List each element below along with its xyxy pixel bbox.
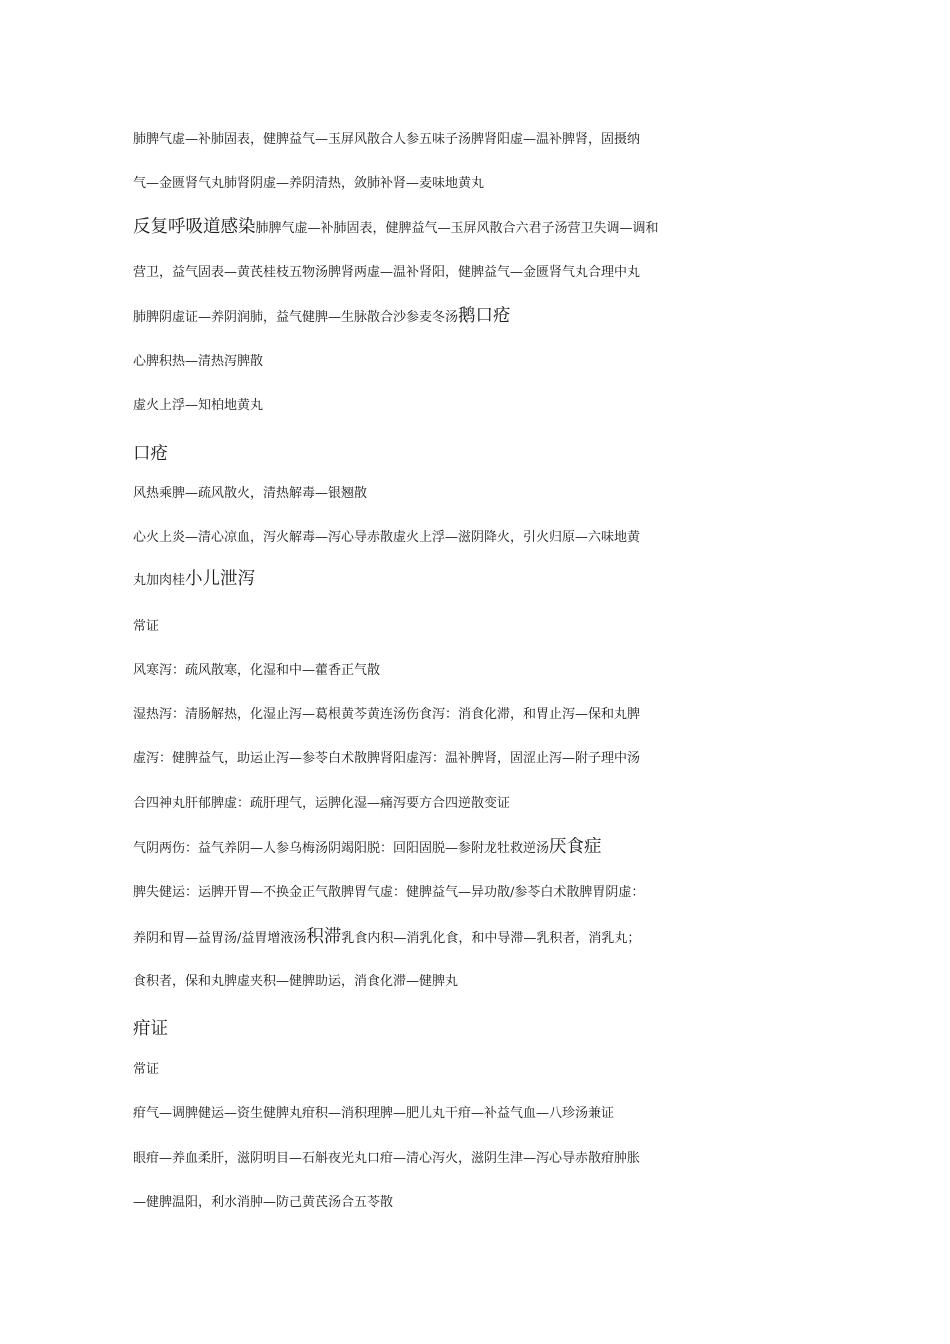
- section-title: 鹅口疮: [458, 306, 511, 326]
- text-line: 肺脾阴虚证—养阴润肺，益气健脾—生脉散合沙参麦冬汤鹅口疮: [133, 306, 511, 326]
- section-title: 反复呼吸道感染: [133, 217, 256, 237]
- text-line: 气阴两伤：益气养阴—人参乌梅汤阴竭阳脱：回阳固脱—参附龙牡救逆汤厌食症: [133, 837, 602, 857]
- text-line: 丸加肉桂小儿泄泻: [133, 569, 256, 589]
- text-line: 气—金匮肾气丸肺肾阴虚—养阴清热，敛肺补肾—麦味地黄丸: [133, 176, 485, 191]
- section-heading: 口疮: [133, 444, 168, 464]
- section-title: 小儿泄泻: [185, 569, 256, 589]
- text-line: 脾失健运：运脾开胃—不换金正气散脾胃气虚：健脾益气—异功散/参苓白术散脾胃阴虚：: [133, 885, 645, 900]
- text-line: 养阴和胃—益胃汤/益胃增液汤积滞乳食内积—消乳化食，和中导滞—乳积者，消乳丸；: [133, 927, 641, 947]
- section-title: 积滞: [306, 927, 342, 947]
- text-line: 风热乘脾—疏风散火，清热解毒—银翘散: [133, 486, 368, 501]
- text-line: 虚泻：健脾益气，助运止泻—参苓白术散脾肾阳虚泻：温补脾肾，固涩止泻—附子理中汤: [133, 751, 641, 766]
- text-line: 合四神丸肝郁脾虚：疏肝理气，运脾化湿—痛泻要方合四逆散变证: [133, 796, 511, 811]
- text-line: 风寒泻：疏风散寒，化湿和中—藿香正气散: [133, 663, 381, 678]
- text-line: 食积者，保和丸脾虚夹积—健脾助运，消食化滞—健脾丸: [133, 974, 459, 989]
- text-line: 心脾积热—清热泻脾散: [133, 354, 264, 369]
- text-line: 营卫，益气固表—黄芪桂枝五物汤脾肾两虚—温补肾阳，健脾益气—金匮肾气丸合理中丸: [133, 265, 641, 280]
- text-line: 常证: [133, 619, 160, 634]
- section-heading: 疳证: [133, 1019, 168, 1039]
- section-title: 厌食症: [549, 837, 602, 857]
- text-line: 心火上炎—清心凉血，泻火解毒—泻心导赤散虚火上浮—滋阴降火，引火归原—六味地黄: [133, 530, 641, 545]
- text-line: 常证: [133, 1062, 160, 1077]
- text-line: 肺脾气虚—补肺固表，健脾益气—玉屏风散合人参五味子汤脾肾阳虚—温补脾肾，固摄纳: [133, 132, 641, 147]
- text-line: 疳气—调脾健运—资生健脾丸疳积—消积理脾—肥儿丸干疳—补益气血—八珍汤兼证: [133, 1106, 615, 1121]
- text-line: 湿热泻：清肠解热，化湿止泻—葛根黄芩黄连汤伤食泻：消食化滞，和胃止泻—保和丸脾: [133, 707, 641, 722]
- text-line: 虚火上浮—知柏地黄丸: [133, 398, 264, 413]
- text-line: —健脾温阳，利水消肿—防己黄芪汤合五苓散: [133, 1195, 394, 1210]
- text-line: 反复呼吸道感染肺脾气虚—补肺固表，健脾益气—玉屏风散合六君子汤营卫失调—调和: [133, 217, 659, 237]
- text-line: 眼疳—养血柔肝，滋阴明目—石斛夜光丸口疳—清心泻火，滋阴生津—泻心导赤散疳肿胀: [133, 1151, 641, 1166]
